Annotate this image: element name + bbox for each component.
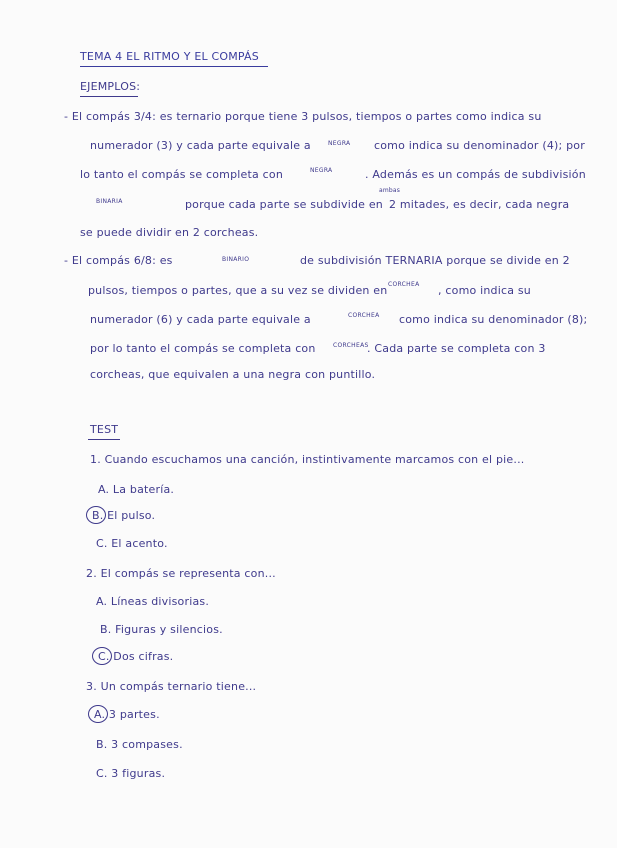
fill-corchea-1: CORCHEA xyxy=(388,281,420,288)
fill-corcheas: CORCHEAS xyxy=(333,342,369,349)
fill-binario: BINARIO xyxy=(222,256,250,263)
ex-line-17: corcheas, que equivalen a una negra con puntillo. xyxy=(90,368,376,381)
title-underline xyxy=(80,66,268,67)
fill-corchea-2: CORCHEA xyxy=(348,312,380,319)
ex-line-4: lo tanto el compás se completa con xyxy=(80,168,284,181)
q1-option-c: C. El acento. xyxy=(96,537,168,550)
ex-line-9: - El compás 6/8: es xyxy=(64,254,173,267)
ex-line-14: como indica su denominador (8); xyxy=(399,313,588,326)
q3-option-b: B. 3 compases. xyxy=(96,738,183,751)
q3-option-c: C. 3 figuras. xyxy=(96,767,166,780)
q2-option-c: C. Dos cifras. xyxy=(98,650,174,663)
test-heading: TEST xyxy=(90,423,119,436)
ex-line-13: numerador (6) y cada parte equivale a xyxy=(90,313,311,326)
ex-line-3: como indica su denominador (4); por xyxy=(374,139,585,152)
fill-negra-2: NEGRA xyxy=(310,167,333,174)
ex-line-11: pulsos, tiempos o partes, que a su vez se dividen en xyxy=(88,284,388,297)
ex-line-7: 2 mitades, es decir, cada negra xyxy=(389,198,570,211)
question-3: 3. Un compás ternario tiene... xyxy=(86,680,257,693)
ejemplos-underline xyxy=(80,96,138,97)
question-2: 2. El compás se representa con... xyxy=(86,567,276,580)
fill-negra-1: NEGRA xyxy=(328,140,351,147)
ex-line-8: se puede dividir en 2 corcheas. xyxy=(80,226,259,239)
fill-ambas: ambas xyxy=(379,187,401,194)
ex-line-15: por lo tanto el compás se completa con xyxy=(90,342,316,355)
fill-binaria: BINARIA xyxy=(96,198,123,205)
q3-option-a: A. 3 partes. xyxy=(94,708,160,721)
q2-option-b: B. Figuras y silencios. xyxy=(100,623,223,636)
ex-line-2: numerador (3) y cada parte equivale a xyxy=(90,139,311,152)
ex-line-10: de subdivisión TERNARIA porque se divide en 2 xyxy=(300,254,570,267)
q1-option-b: B. El pulso. xyxy=(92,509,156,522)
ex-line-5: . Además es un compás de subdivisión xyxy=(365,168,586,181)
ex-line-6: porque cada parte se subdivide en xyxy=(185,198,383,211)
ex-line-1: - El compás 3/4: es ternario porque tiene 3 pulsos, tiempos o partes como indica su xyxy=(64,110,542,123)
ex-line-12: , como indica su xyxy=(438,284,531,297)
q2-option-a: A. Líneas divisorias. xyxy=(96,595,210,608)
ex-line-16: . Cada parte se completa con 3 xyxy=(367,342,546,355)
q1-option-a: A. La batería. xyxy=(98,483,175,496)
test-underline xyxy=(88,439,120,440)
ejemplos-heading: EJEMPLOS: xyxy=(80,80,141,93)
question-1: 1. Cuando escuchamos una canción, instintivamente marcamos con el pie... xyxy=(90,453,525,466)
page-title: TEMA 4 EL RITMO Y EL COMPÁS xyxy=(80,50,259,63)
